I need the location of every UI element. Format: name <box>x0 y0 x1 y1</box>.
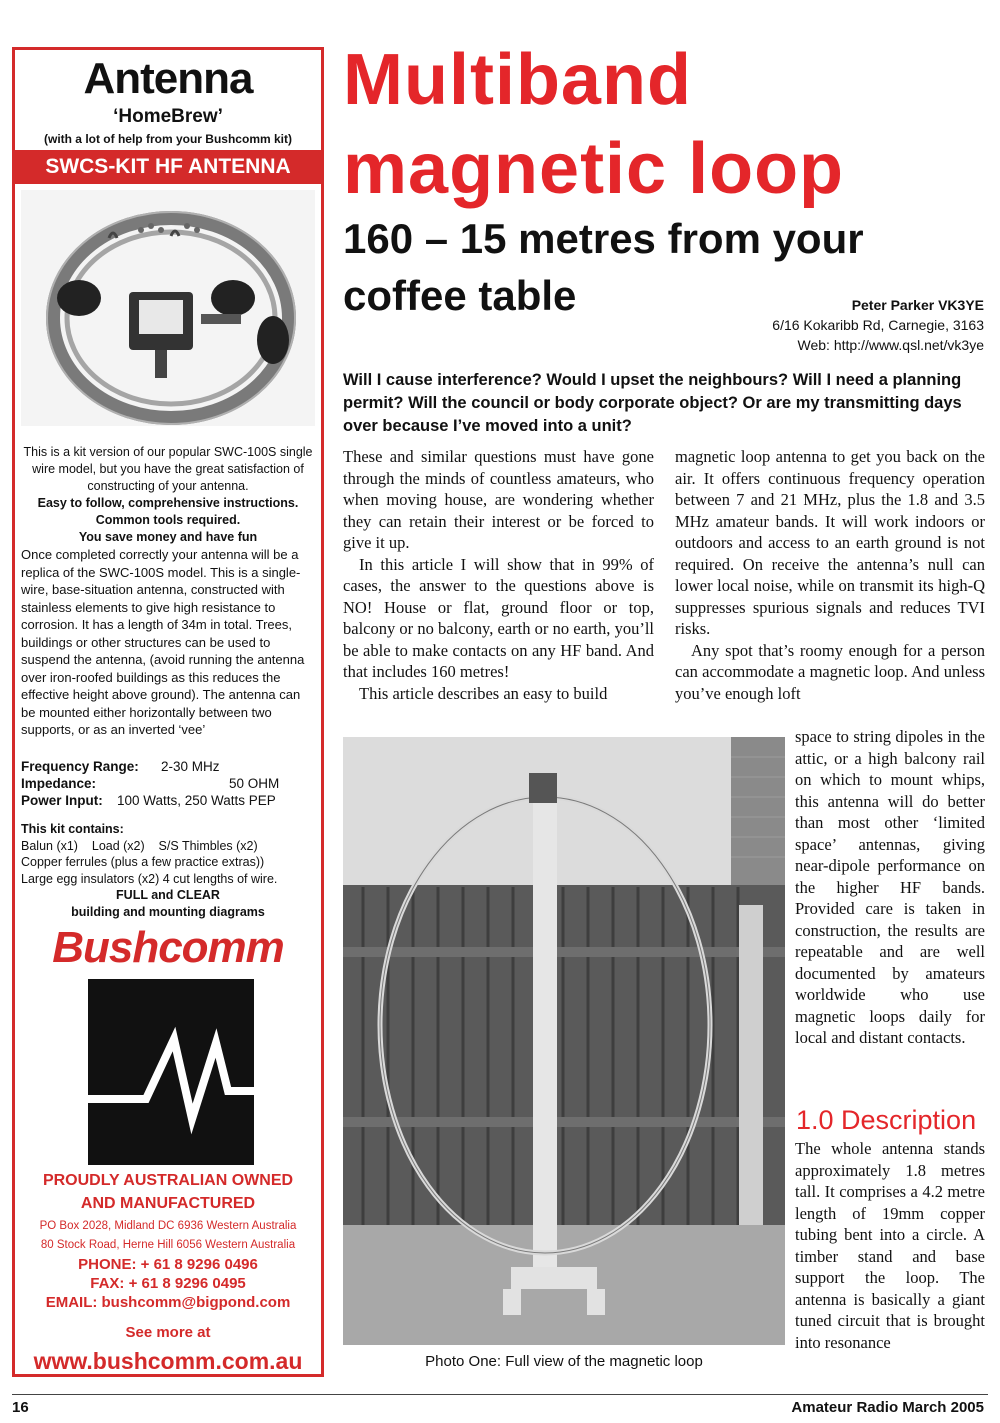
author-address: 6/16 Kokaribb Rd, Carnegie, 3163 <box>772 317 984 333</box>
magnetic-loop-photo <box>343 737 785 1345</box>
paragraph: magnetic loop antenna to get you back on the air. It offers continuous frequency operation between 7 and 21 MHz, plus the 1.8 and 3.5 MHz amateur bands. It will work indoors or outdoors and access to an earth ground is not required. On receive the antenna’s null can lower local noise, while on transmit its high-Q suppresses spurious signals and reduces TVI risks. <box>675 447 985 638</box>
proud-line-1: PROUDLY AUSTRALIAN OWNED <box>42 1172 294 1189</box>
page-number: 16 <box>12 1399 29 1416</box>
ad-see-more: See more at <box>125 1324 211 1341</box>
ad-phone: PHONE: + 61 8 9296 0496 <box>78 1256 258 1273</box>
article-column-2 <box>675 446 985 704</box>
ad-save: You save money and have fun <box>78 530 258 544</box>
ad-subtitle: ‘HomeBrew’ <box>113 106 223 127</box>
kit-full-clear: FULL and CLEAR <box>116 888 220 902</box>
bushcomm-logo <box>88 979 254 1165</box>
ad-tools: Common tools required. <box>95 513 241 527</box>
kit-contents-line: Copper ferrules (plus a few practice extras)) <box>21 855 265 869</box>
antenna-kit-illustration <box>21 190 315 426</box>
paragraph: Any spot that’s roomy enough for a person can accommodate a magnetic loop. And unless you’ve enough loft <box>675 640 985 703</box>
paragraph: space to string dipoles in the attic, or a high balcony rail on which to mount whips, this antenna will do better than most other ‘limited space’ antennas, giving near-dipole performance on the higher HF bands. Provided care is taken in construction, the results are repeatable and are well documented by amateurs worldwide who use magnetic loops daily for local and distant contacts. <box>795 727 985 1047</box>
paragraph: These and similar questions must have gone through the minds of countless amateurs, who when moving house, are wondering whether they can retain their interest or be forced to give it up. <box>343 447 654 552</box>
ad-body: Once completed correctly your antenna will be a replica of the SWC-100S model. This is a single-wire, base-situation antenna, constructed with stainless elements to give high resistance to corrosion. It has a length of 34m in total. Trees, buildings or other structures can be used to suspend the antenna, (avoid running the antenna over iron-roofed buildings as this reduces the effective height above ground). The antenna can be mounted either horizontally between two supports, or as an inverted ‘vee’ <box>21 547 305 737</box>
kit-contents-line: Balun (x1) Load (x2) S/S Thimbles (x2) <box>21 838 258 853</box>
ad-specs <box>21 758 315 809</box>
article-title-line-2: magnetic loop <box>343 129 845 209</box>
article-subtitle-line-2: coffee table <box>343 272 577 319</box>
antenna-kit-photo <box>21 190 315 426</box>
author-web: Web: http://www.qsl.net/vk3ye <box>797 337 984 353</box>
author-name: Peter Parker VK3YE <box>851 297 984 313</box>
kit-diagrams: building and mounting diagrams <box>71 904 265 919</box>
spec-row: Impedance: 50 OHM <box>21 776 280 791</box>
kit-contents-label: This kit contains: <box>21 822 124 836</box>
address-po-box: PO Box 2028, Midland DC 6936 Western Australia <box>39 1220 297 1232</box>
ad-banner: SWCS-KIT HF ANTENNA <box>15 150 321 184</box>
section-heading: 1.0 Description <box>796 1105 977 1135</box>
spec-row: Frequency Range: 2-30 MHz <box>21 759 220 774</box>
article-intro: Will I cause interference? Would I upset the neighbours? Will I need a planning permit? Will the council or body corporate object? Or are my transmitting days over because I’ve moved into a unit? <box>343 371 962 435</box>
photo-caption: Photo One: Full view of the magnetic loop <box>425 1353 703 1370</box>
bushcomm-advertisement <box>12 47 324 1377</box>
article-column-1 <box>343 446 654 704</box>
magazine-issue: Amateur Radio March 2005 <box>791 1399 984 1416</box>
article-column-3 <box>795 726 985 1049</box>
kit-contents-line: Large egg insulators (x2) 4 cut lengths of wire. <box>21 871 278 886</box>
bushcomm-brand: Bushcomm <box>52 923 284 972</box>
paragraph: This article describes an easy to build <box>359 683 608 703</box>
footer-divider <box>12 1394 988 1395</box>
ad-subtitle-note: (with a lot of help from your Bushcomm kit) <box>43 132 292 146</box>
magnetic-loop-illustration <box>343 737 785 1345</box>
proud-line-2: AND MANUFACTURED <box>80 1195 256 1212</box>
ad-kit-contents <box>21 821 315 920</box>
address-street: 80 Stock Road, Herne Hill 6056 Western Australia <box>40 1239 296 1251</box>
paragraph: In this article I will show that in 99% of cases, the answer to the questions above is NO! House or flat, ground floor or top, balcony or no balcony, earth or no earth, you’ll be able to make contacts on any HF band. And that includes 160 metres! <box>343 554 654 681</box>
spec-row: Power Input: 100 Watts, 250 Watts PEP <box>21 793 276 808</box>
article-subtitle-line-1: 160 – 15 metres from your <box>343 215 864 262</box>
signal-wave-icon <box>88 979 254 1165</box>
ad-intro: This is a kit version of our popular SWC-100S single wire model, but you have the great satisfaction of constructing of your antenna. <box>23 445 313 493</box>
ad-email: EMAIL: bushcomm@bigpond.com <box>45 1294 291 1311</box>
ad-instructions: Easy to follow, comprehensive instructions. <box>37 496 299 510</box>
ad-description <box>21 444 315 739</box>
ad-title: Antenna <box>83 54 253 103</box>
paragraph: The whole antenna stands approximately 1.8 metres tall. It comprises a 4.2 metre length of 19mm copper tubing bent into a circle. A timber stand and base support the loop. The antenna is basically a giant tuned circuit that is brought into resonance <box>795 1139 985 1352</box>
article-title-line-1: Multiband <box>343 40 692 120</box>
ad-website: www.bushcomm.com.au <box>33 1348 303 1374</box>
article-column-3-continued <box>795 1138 985 1353</box>
ad-fax: FAX: + 61 8 9296 0495 <box>90 1275 246 1292</box>
